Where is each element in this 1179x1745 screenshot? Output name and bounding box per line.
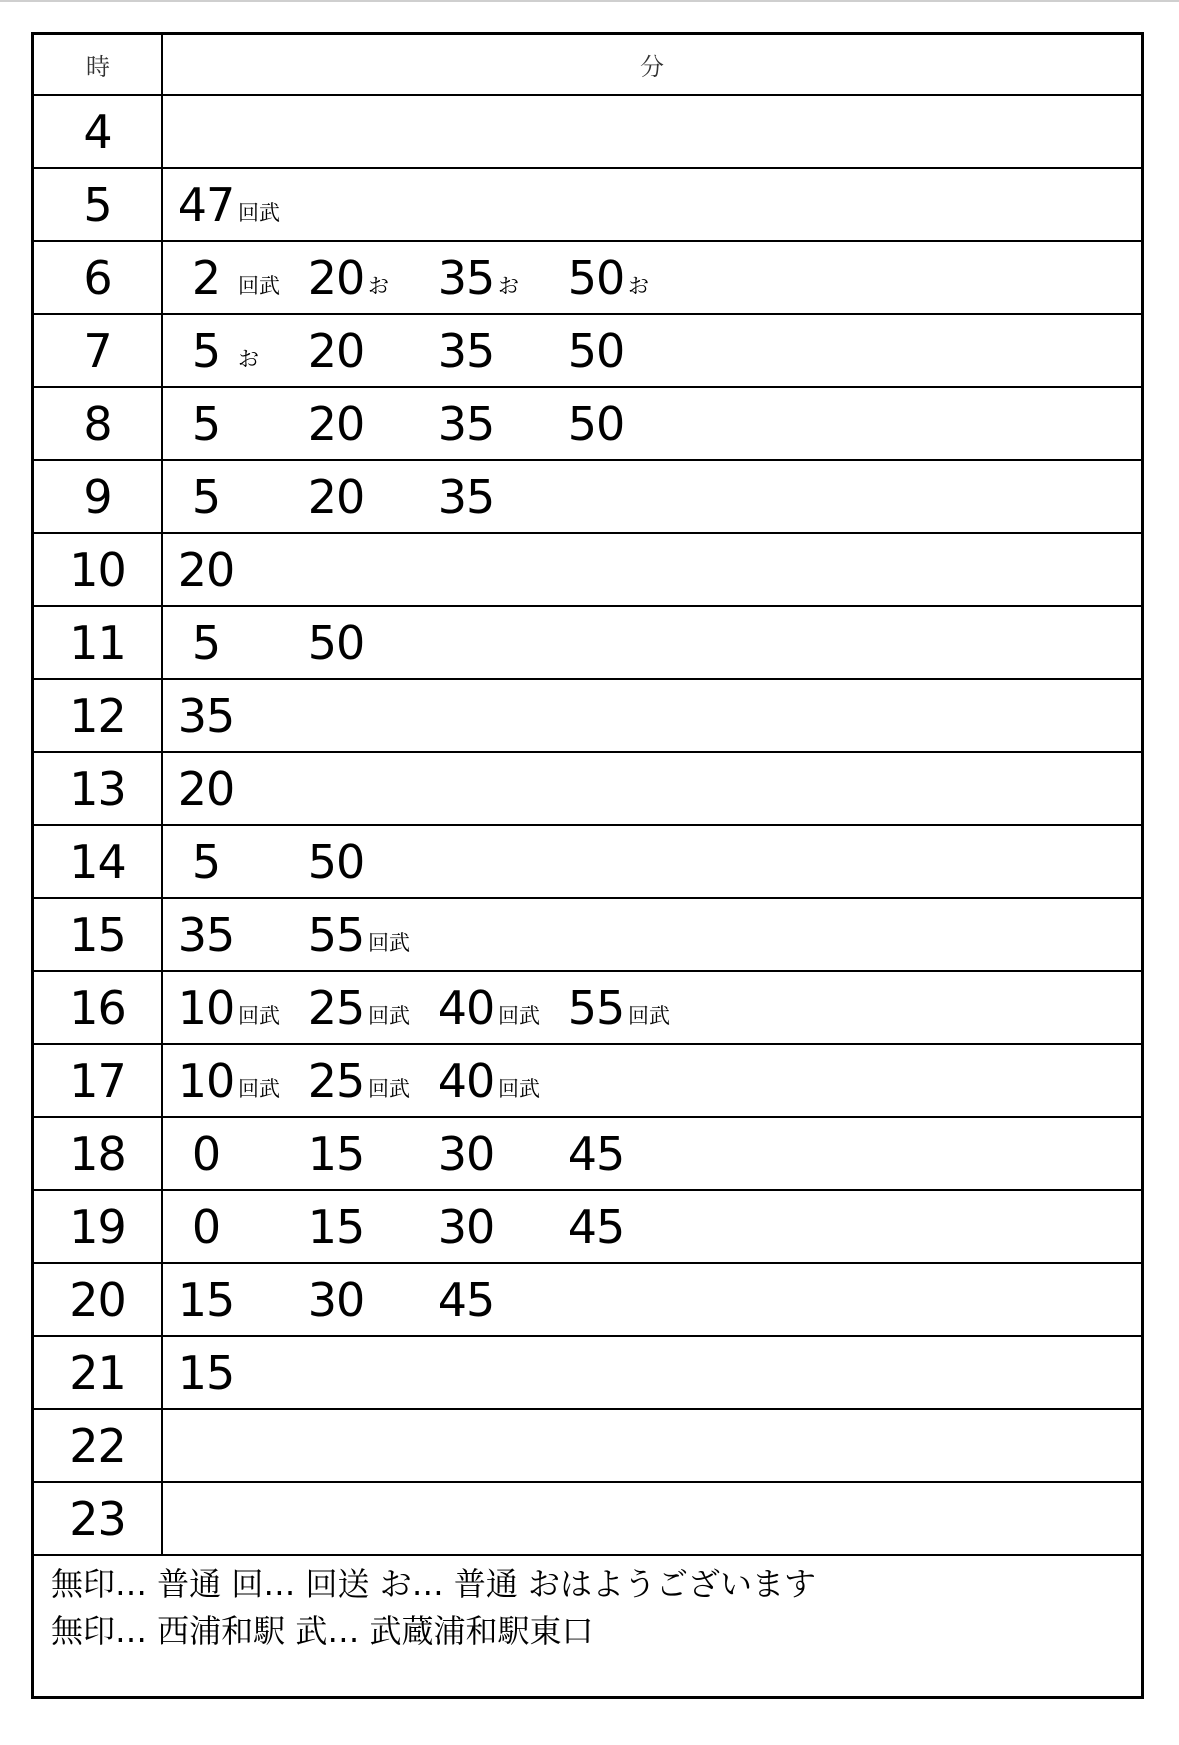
departure-minute: 35 xyxy=(437,469,495,524)
timetable-row xyxy=(34,169,1141,242)
timetable-row xyxy=(34,242,1141,315)
departure-minute: 20 xyxy=(307,469,365,524)
departure xyxy=(306,461,368,532)
departure xyxy=(176,1191,238,1262)
departure-minute: 40 xyxy=(437,1053,495,1108)
departure-minute: 35 xyxy=(177,688,235,743)
timetable-row xyxy=(34,753,1141,826)
departure-minute: 20 xyxy=(307,323,365,378)
departure-minute: 20 xyxy=(307,396,365,451)
departure-minute: 0 xyxy=(191,1199,221,1254)
hour-cell: 18 xyxy=(34,1118,163,1189)
departure-minute: 20 xyxy=(307,250,365,305)
departure xyxy=(566,1118,628,1189)
departure-minute: 45 xyxy=(567,1199,625,1254)
timetable-row xyxy=(34,1045,1141,1118)
departure-minute: 15 xyxy=(177,1345,235,1400)
departure xyxy=(176,826,238,897)
hour-cell: 13 xyxy=(34,753,163,824)
departure-minute: 35 xyxy=(177,907,235,962)
departure-minute: 30 xyxy=(307,1272,365,1327)
departure-mark: 回武 xyxy=(238,1076,280,1101)
timetable-row xyxy=(34,1191,1141,1264)
departure-minute: 5 xyxy=(191,615,221,670)
departure-mark: 回武 xyxy=(628,1003,670,1028)
departure-minute: 10 xyxy=(177,1053,235,1108)
hour-cell: 6 xyxy=(34,242,163,313)
departure-minute: 15 xyxy=(307,1126,365,1181)
departure-minute: 50 xyxy=(567,396,625,451)
departure xyxy=(176,972,280,1043)
departure xyxy=(306,1264,368,1335)
departure-minute: 10 xyxy=(177,980,235,1035)
departure-minute: 5 xyxy=(191,469,221,524)
departure-minute: 25 xyxy=(307,980,365,1035)
departure-mark: お xyxy=(628,273,649,298)
timetable-row xyxy=(34,388,1141,461)
departure-minute: 50 xyxy=(567,323,625,378)
departure-minute: 30 xyxy=(437,1126,495,1181)
departure-mark: 回武 xyxy=(368,1003,410,1028)
departure xyxy=(176,1264,238,1335)
departure-mark: 回武 xyxy=(238,1003,280,1028)
departure xyxy=(176,753,238,824)
departure xyxy=(306,826,368,897)
departure xyxy=(176,1045,280,1116)
departure xyxy=(566,242,649,313)
departure xyxy=(176,388,238,459)
departure-mark: 回武 xyxy=(368,930,410,955)
departure-minute: 0 xyxy=(191,1126,221,1181)
hour-cell: 15 xyxy=(34,899,163,970)
hour-column-header: 時 xyxy=(34,35,163,94)
departure xyxy=(176,169,280,240)
legend xyxy=(51,1561,816,1655)
departure xyxy=(566,972,670,1043)
departure-mark: 回武 xyxy=(498,1003,540,1028)
hour-cell: 14 xyxy=(34,826,163,897)
departure-minute: 35 xyxy=(437,250,495,305)
departure-minute: 40 xyxy=(437,980,495,1035)
departure xyxy=(436,1118,498,1189)
timetable-row xyxy=(34,1483,1141,1556)
departure xyxy=(306,1118,368,1189)
hour-cell: 20 xyxy=(34,1264,163,1335)
departure xyxy=(176,461,238,532)
departure xyxy=(566,315,628,386)
departure xyxy=(306,607,368,678)
timetable xyxy=(31,32,1144,1699)
timetable-row xyxy=(34,461,1141,534)
timetable-row xyxy=(34,1264,1141,1337)
departure-minute: 50 xyxy=(307,615,365,670)
timetable-row xyxy=(34,826,1141,899)
departure xyxy=(436,1191,498,1262)
departure-mark: お xyxy=(368,273,389,298)
departure xyxy=(436,315,498,386)
hour-cell: 19 xyxy=(34,1191,163,1262)
timetable-row xyxy=(34,1410,1141,1483)
timetable-row xyxy=(34,607,1141,680)
departure xyxy=(566,388,628,459)
departure xyxy=(176,899,238,970)
hour-cell: 11 xyxy=(34,607,163,678)
hour-cell: 5 xyxy=(34,169,163,240)
departure-minute: 35 xyxy=(437,323,495,378)
departure xyxy=(176,534,238,605)
departure-mark: お xyxy=(238,346,259,371)
departure-minute: 15 xyxy=(177,1272,235,1327)
departure xyxy=(436,388,498,459)
hour-cell: 17 xyxy=(34,1045,163,1116)
departure xyxy=(436,461,498,532)
departure xyxy=(306,972,410,1043)
departure xyxy=(176,1118,238,1189)
timetable-row xyxy=(34,315,1141,388)
departure-mark: 回武 xyxy=(238,200,280,225)
departure xyxy=(176,242,280,313)
minute-column-header: 分 xyxy=(640,53,664,81)
departure-minute: 15 xyxy=(307,1199,365,1254)
departure xyxy=(176,607,238,678)
top-divider xyxy=(0,0,1179,2)
hour-cell: 12 xyxy=(34,680,163,751)
departure-minute: 5 xyxy=(191,834,221,889)
timetable-row xyxy=(34,96,1141,169)
departure-minute: 47 xyxy=(177,177,235,232)
legend-line-2: 無印… 西浦和駅 武… 武蔵浦和駅東口 xyxy=(51,1612,594,1650)
departure-minute: 50 xyxy=(567,250,625,305)
timetable-row xyxy=(34,680,1141,753)
departure xyxy=(176,1337,238,1408)
departure-minute: 2 xyxy=(191,250,221,305)
hour-cell: 10 xyxy=(34,534,163,605)
hour-cell: 9 xyxy=(34,461,163,532)
departure xyxy=(436,1045,540,1116)
departure-minute: 5 xyxy=(191,323,221,378)
departure xyxy=(306,899,410,970)
departure-minute: 45 xyxy=(437,1272,495,1327)
departure xyxy=(306,388,368,459)
hour-cell: 7 xyxy=(34,315,163,386)
departure xyxy=(306,1045,410,1116)
hour-cell: 16 xyxy=(34,972,163,1043)
timetable-row xyxy=(34,1118,1141,1191)
departure xyxy=(306,315,368,386)
departure-minute: 20 xyxy=(177,542,235,597)
departure xyxy=(306,242,389,313)
hour-cell: 4 xyxy=(34,96,163,167)
departure-minute: 50 xyxy=(307,834,365,889)
departure-minute: 25 xyxy=(307,1053,365,1108)
departure-mark: 回武 xyxy=(498,1076,540,1101)
departure xyxy=(176,680,238,751)
hour-cell: 22 xyxy=(34,1410,163,1481)
hour-cell: 23 xyxy=(34,1483,163,1554)
departure-minute: 45 xyxy=(567,1126,625,1181)
timetable-row xyxy=(34,899,1141,972)
departure-mark: 回武 xyxy=(368,1076,410,1101)
legend-line-1: 無印… 普通 回… 回送 お… 普通 おはようございます xyxy=(51,1565,817,1603)
timetable-row xyxy=(34,534,1141,607)
departure-minute: 55 xyxy=(567,980,625,1035)
hour-cell: 21 xyxy=(34,1337,163,1408)
hour-cell: 8 xyxy=(34,388,163,459)
departure-minute: 30 xyxy=(437,1199,495,1254)
departure xyxy=(306,1191,368,1262)
header-row xyxy=(34,35,1141,96)
departure-minute: 35 xyxy=(437,396,495,451)
timetable-row xyxy=(34,1337,1141,1410)
departure xyxy=(436,972,540,1043)
timetable-row xyxy=(34,972,1141,1045)
departure xyxy=(436,242,519,313)
departure xyxy=(176,315,259,386)
departure-minute: 5 xyxy=(191,396,221,451)
departure xyxy=(436,1264,498,1335)
departure-minute: 20 xyxy=(177,761,235,816)
departure xyxy=(566,1191,628,1262)
departure-mark: 回武 xyxy=(238,273,280,298)
departure-mark: お xyxy=(498,273,519,298)
departure-minute: 55 xyxy=(307,907,365,962)
